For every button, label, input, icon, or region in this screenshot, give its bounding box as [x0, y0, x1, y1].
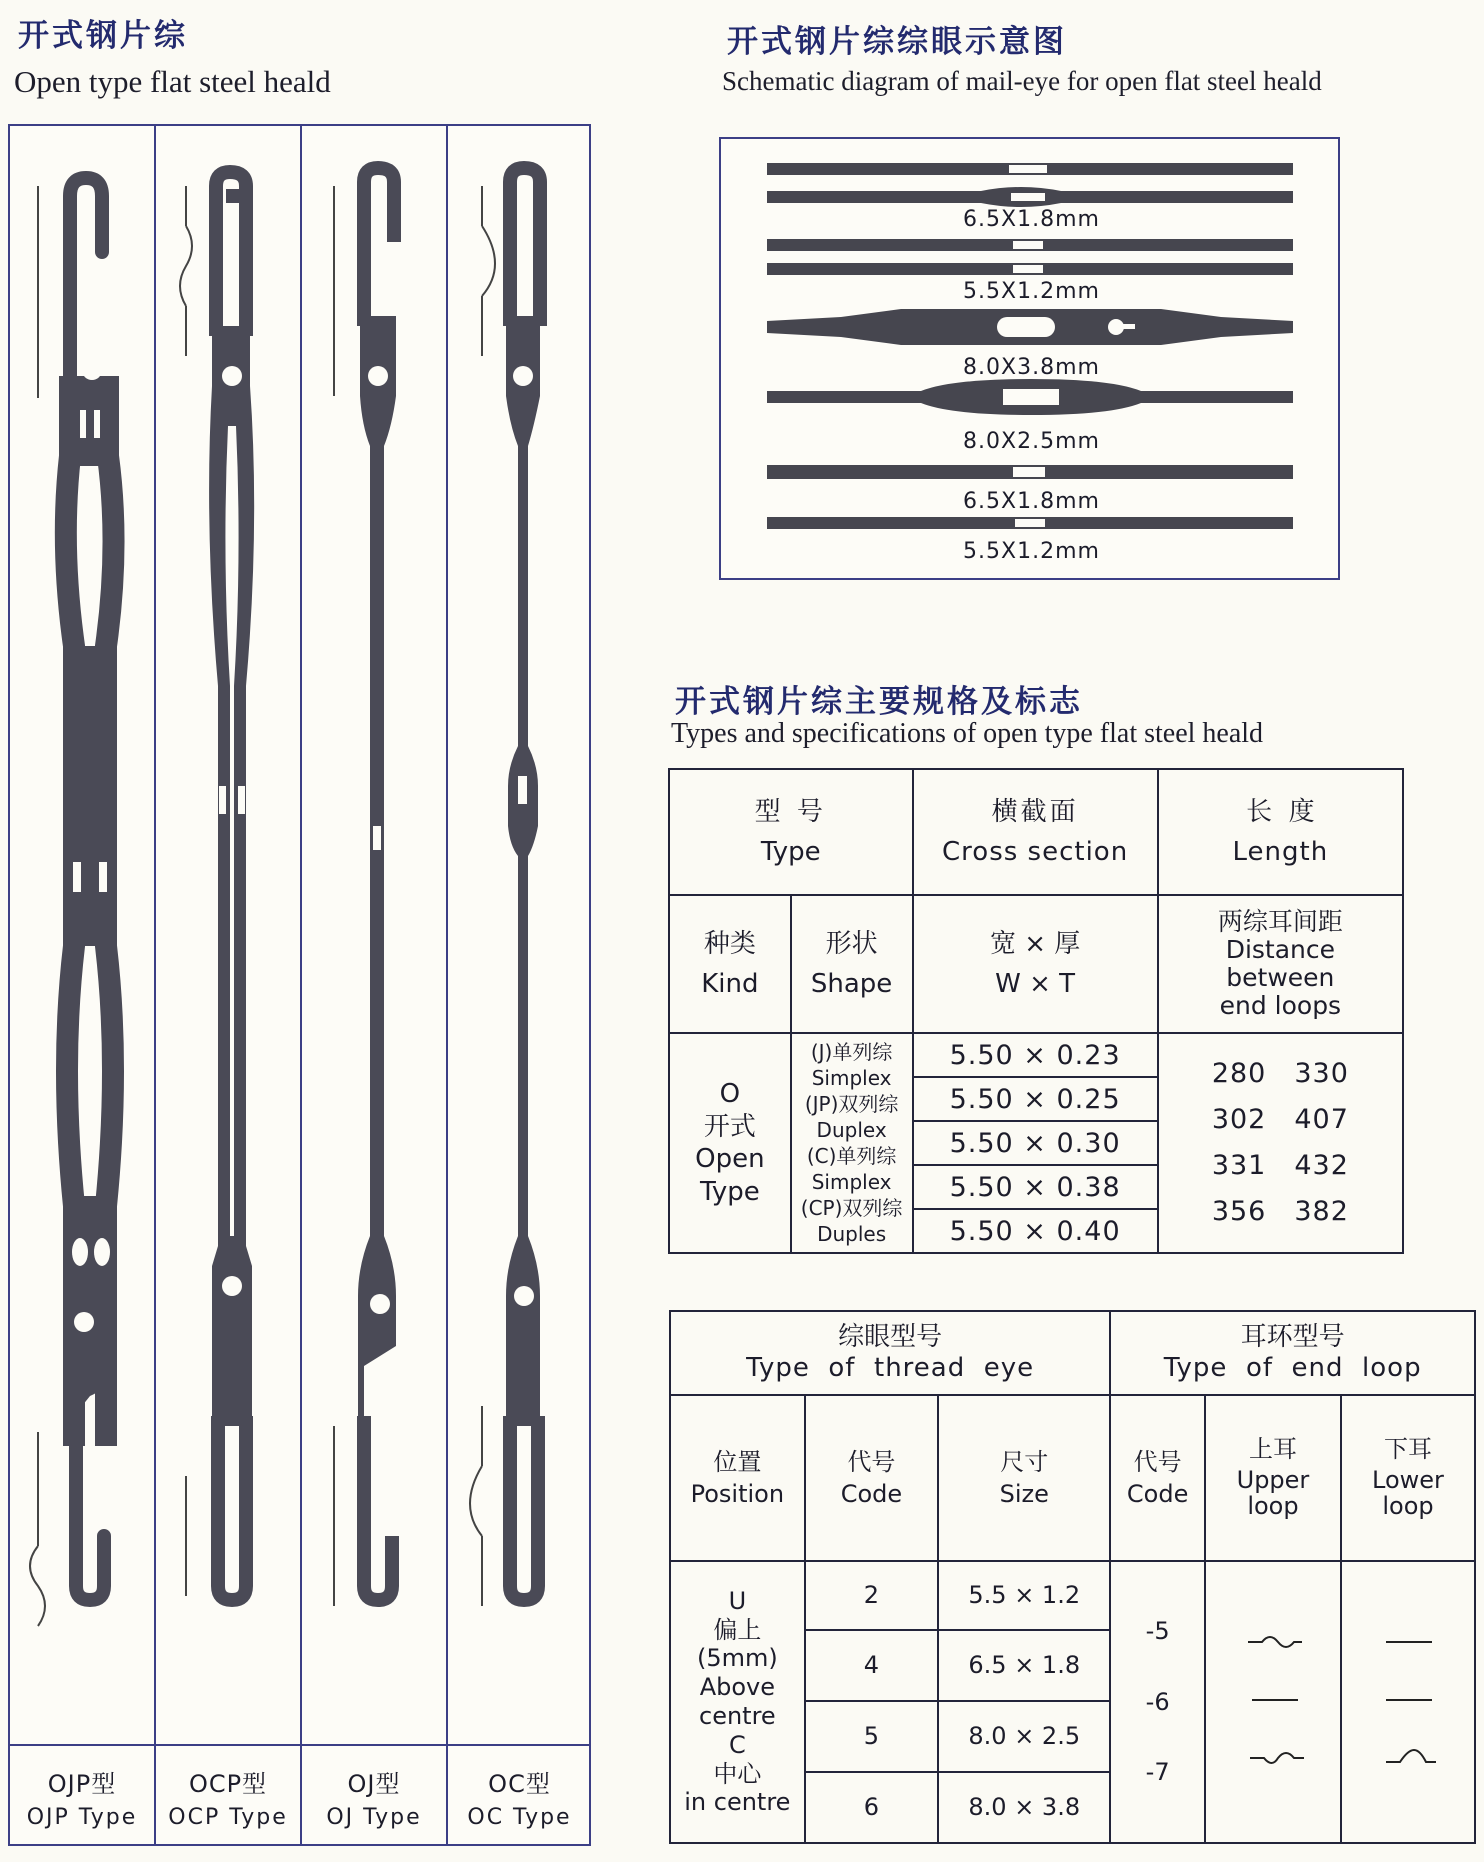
spec-subheader-row: [669, 895, 1403, 1033]
eye-size: 8.0 × 2.5: [938, 1701, 1110, 1772]
section-value: 5.50 × 0.38: [913, 1165, 1158, 1209]
position-line: 偏上: [713, 1615, 762, 1644]
heald-label-cn: OJP型: [47, 1770, 117, 1798]
upper-loop-symbol-set: [1206, 1562, 1340, 1838]
mail-eye-label: 6.5X1.8mm: [963, 489, 1100, 514]
shape-value: Simplex: [811, 1066, 892, 1090]
kind-header-en: Kind: [701, 969, 759, 999]
length-value: 302: [1211, 1104, 1267, 1136]
distance-header-en: between: [1226, 963, 1335, 992]
distance-header-en: end loops: [1219, 991, 1342, 1020]
length-header-cn: 长 度: [1246, 796, 1315, 827]
spec-title-en: Types and specifications of open type flat steel heald: [671, 718, 1264, 749]
thread-eye-header: [670, 1311, 1110, 1395]
distance-header: [1158, 895, 1403, 1033]
upper-loop-header-cn: 上耳: [1248, 1435, 1297, 1464]
wave-up-icon: [1248, 1637, 1302, 1647]
lower-loop-symbols: [1341, 1561, 1475, 1843]
upper-loop-header: [1205, 1395, 1341, 1561]
kind-value-line: 开式: [703, 1111, 756, 1142]
section-value: 5.50 × 0.25: [913, 1077, 1158, 1121]
upper-loop-header-en: Upper: [1236, 1465, 1310, 1494]
eye-code: 2: [805, 1561, 938, 1630]
loop-code-header-cn: 代号: [1133, 1447, 1182, 1476]
eye-code: 4: [805, 1630, 938, 1701]
kind-value: [669, 1033, 791, 1253]
heald-column-oc: [448, 126, 591, 1844]
cross-section-header: [913, 769, 1158, 895]
cross-section-header-en: Cross section: [942, 837, 1129, 867]
kind-value-line: Type: [700, 1176, 760, 1207]
heald-column-ocp: [156, 126, 302, 1844]
thread-eye-header-cn: 综眼型号: [838, 1321, 943, 1352]
heald-label-cn: OC型: [488, 1770, 551, 1798]
wt-header: [913, 895, 1158, 1033]
position-line: centre: [699, 1702, 776, 1730]
loop-codes: [1110, 1561, 1205, 1843]
eye-code: 5: [805, 1701, 938, 1772]
ojp-heald-drawing: [10, 126, 154, 1746]
heald-label-cn: OCP型: [188, 1770, 268, 1798]
kind-header-cn: 种类: [703, 928, 756, 959]
schematic-title-en: Schematic diagram of mail-eye for open flat steel heald: [722, 66, 1322, 96]
shape-values: [791, 1033, 913, 1253]
length-pair: [1159, 1143, 1402, 1189]
upper-loop-symbols: [1205, 1561, 1341, 1843]
oc-heald-drawing: [448, 126, 589, 1746]
spec-title-cn: 开式钢片综主要规格及标志: [675, 684, 1083, 720]
loop-code: -6: [1145, 1687, 1170, 1716]
type-header-cn: 型 号: [754, 796, 827, 827]
lower-loop-symbol-set: [1342, 1562, 1474, 1838]
loop-code-header-en: Code: [1126, 1480, 1189, 1508]
length-value: 356: [1211, 1195, 1267, 1227]
position-header-en: Position: [690, 1480, 785, 1508]
kind-header: [669, 895, 791, 1033]
shape-header-cn: 形状: [825, 928, 878, 959]
spec-table: [668, 768, 1404, 1254]
kind-value-line: Open: [695, 1144, 765, 1174]
section-value: 5.50 × 0.40: [913, 1209, 1158, 1253]
shape-header: [791, 895, 913, 1033]
mail-eye-label: 5.5X1.2mm: [963, 539, 1100, 564]
length-header-en: Length: [1232, 837, 1329, 867]
shape-header-en: Shape: [810, 969, 893, 999]
position-line: 中心: [713, 1759, 762, 1788]
shape-value: Duples: [817, 1222, 887, 1246]
distance-header-en: Distance: [1225, 935, 1336, 964]
size-header-cn: 尺寸: [1000, 1447, 1049, 1476]
length-value: 407: [1294, 1104, 1349, 1136]
spec-header-row: [669, 769, 1403, 895]
end-loop-header-cn: 耳环型号: [1240, 1321, 1345, 1352]
wt-header-cn: 宽 × 厚: [989, 928, 1081, 959]
shape-value: (J)单列综: [810, 1040, 893, 1064]
eye-data-row: [670, 1561, 1475, 1630]
heald-label-en: OJ Type: [326, 1805, 422, 1830]
size-header-en: Size: [999, 1480, 1049, 1508]
eye-subheader-row: [670, 1395, 1475, 1561]
lower-loop-header-cn: 下耳: [1383, 1435, 1432, 1464]
heald-label-oj: [302, 1744, 446, 1844]
end-loop-header-en: Type of end loop: [1163, 1353, 1422, 1383]
heald-column-ojp: [10, 126, 156, 1844]
position-line: (5mm): [696, 1644, 778, 1673]
position-header-cn: 位置: [713, 1447, 762, 1476]
mail-eye-label: 8.0X2.5mm: [963, 429, 1100, 454]
code-header-en: Code: [840, 1480, 903, 1508]
length-value: 432: [1294, 1150, 1349, 1181]
type-header-en: Type: [760, 837, 821, 867]
length-value: 280: [1211, 1058, 1267, 1090]
length-value: 382: [1294, 1195, 1349, 1227]
section-value: 5.50 × 0.30: [913, 1121, 1158, 1165]
shape-value: (CP)双列综: [800, 1196, 903, 1220]
length-pair: [1159, 1189, 1402, 1235]
mail-eye-label: 8.0X3.8mm: [963, 355, 1100, 380]
type-header: [669, 769, 913, 895]
distance-header-cn: 两综耳间距: [1217, 907, 1343, 936]
heald-label-en: OC Type: [467, 1805, 572, 1830]
eye-size: 8.0 × 3.8: [938, 1772, 1110, 1843]
position-line: Above: [699, 1673, 775, 1702]
heald-panel: [8, 124, 591, 1846]
heald-label-en: OCP Type: [168, 1805, 288, 1830]
length-value: 331: [1211, 1150, 1267, 1181]
wave-down-icon: [1250, 1753, 1304, 1763]
loop-code: -7: [1145, 1758, 1170, 1787]
position-line: in centre: [684, 1788, 791, 1817]
eye-header-row: [670, 1311, 1475, 1395]
mail-eye-label: 6.5X1.8mm: [963, 207, 1100, 232]
code-header: [805, 1395, 938, 1561]
size-header: [938, 1395, 1110, 1561]
eye-loop-table: [669, 1310, 1476, 1844]
lower-loop-header-en: Lower: [1372, 1465, 1444, 1494]
schematic-title-cn: 开式钢片综综眼示意图: [727, 24, 1067, 60]
code-header-cn: 代号: [847, 1447, 896, 1476]
hump-loop-icon: [1386, 1750, 1436, 1762]
mail-eye-label: 5.5X1.2mm: [963, 279, 1100, 304]
length-header: [1158, 769, 1403, 895]
length-pair: [1159, 1097, 1402, 1143]
heald-label-ojp: [10, 1744, 154, 1844]
position-header: [670, 1395, 805, 1561]
spec-data-row: [669, 1033, 1403, 1077]
wt-header-en: W × T: [995, 969, 1076, 999]
ocp-heald-drawing: [156, 126, 300, 1746]
lower-loop-header-en: loop: [1382, 1492, 1434, 1521]
left-title-en: Open type flat steel heald: [14, 64, 331, 99]
shape-value: Simplex: [811, 1170, 892, 1194]
schematic-box: [719, 137, 1340, 580]
heald-label-oc: [448, 1744, 591, 1844]
length-value: 330: [1294, 1058, 1349, 1090]
eye-size: 5.5 × 1.2: [938, 1561, 1110, 1630]
thread-eye-header-en: Type of thread eye: [746, 1353, 1035, 1383]
heald-label-cn: OJ型: [347, 1770, 401, 1798]
shape-value: (JP)双列综: [804, 1092, 899, 1116]
length-pair: [1159, 1051, 1402, 1097]
heald-label-ocp: [156, 1744, 300, 1844]
position-value: [670, 1561, 805, 1843]
position-line: C: [728, 1730, 746, 1759]
eye-size: 6.5 × 1.8: [938, 1630, 1110, 1701]
heald-label-en: OJP Type: [26, 1805, 138, 1830]
eye-code: 6: [805, 1772, 938, 1843]
length-values: [1158, 1033, 1403, 1253]
loop-code-header: [1110, 1395, 1205, 1561]
lower-loop-header: [1341, 1395, 1475, 1561]
loop-code: -5: [1145, 1616, 1170, 1645]
upper-loop-header-en: loop: [1247, 1492, 1299, 1521]
shape-value: Duplex: [816, 1118, 887, 1142]
section-value: 5.50 × 0.23: [913, 1033, 1158, 1077]
cross-section-header-cn: 横截面: [991, 796, 1079, 827]
heald-column-oj: [302, 126, 448, 1844]
left-title-cn: 开式钢片综: [18, 18, 188, 54]
oj-heald-drawing: [302, 126, 446, 1746]
shape-value: (C)单列综: [806, 1144, 897, 1168]
end-loop-header: [1110, 1311, 1475, 1395]
position-line: U: [728, 1586, 747, 1615]
kind-value-line: O: [719, 1079, 741, 1109]
